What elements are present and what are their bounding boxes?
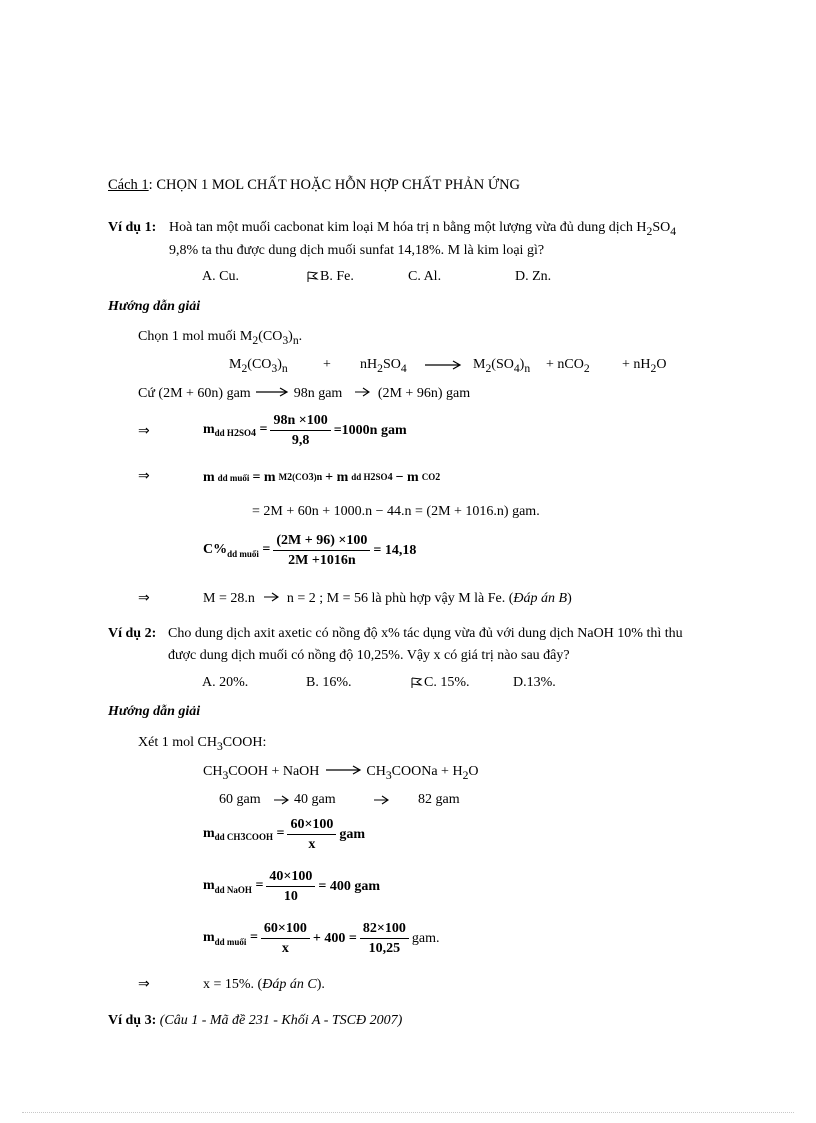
example-2-line2: được dung dịch muối có nồng độ 10,25%. Vậy x có giá trị nào sau đây?	[168, 648, 570, 663]
fraction-den: 10,25	[368, 941, 401, 956]
reaction-1: $M_2(CO_3)_n$	[229, 357, 288, 375]
guide-heading-1: Hướng dẫn giải	[108, 299, 201, 314]
fraction-den: 2M +1016n	[288, 553, 356, 568]
reaction-2: $CH_3COOH$ + NaOH $CH_3COONa + H_2O$	[203, 764, 479, 782]
consider-text: Xét 1 mol CH	[138, 735, 217, 750]
choose-text: Chọn 1 mol muối M	[138, 329, 253, 344]
product-salt: CH	[366, 764, 386, 779]
result-2-text: x = 15%. (	[203, 977, 263, 992]
m-acid-equation	[203, 816, 365, 853]
fraction-den: 9,8	[291, 433, 310, 448]
arrow-icon	[254, 387, 290, 397]
ratio-2: 98n gam	[293, 386, 343, 401]
product-2: + nCO$_2$	[546, 357, 590, 375]
m-acid-unit: gam	[339, 826, 366, 842]
choose-line: Chọn 1 mol muối $M_2(CO_3)_n$.	[138, 329, 303, 347]
option-a[interactable]: A. Cu.	[202, 269, 239, 284]
option-c-2[interactable]	[410, 674, 470, 692]
mass-2: 40 gam	[294, 792, 336, 807]
result-1-text2: n = 2 ; M = 56 là phù hợp vậy M là Fe. (	[286, 591, 514, 606]
close-paren: )	[567, 591, 572, 606]
answer-1: Đáp án B	[513, 591, 568, 606]
m-naoh-result: = 400 gam	[318, 878, 381, 894]
arrow-icon	[353, 387, 371, 397]
fraction-den: x	[281, 941, 289, 956]
m-naoh-equation	[203, 868, 380, 905]
ratio-line	[138, 385, 470, 403]
problem-text: Hoà tan một muối cacbonat kim loại M hóa trị n bằng một lượng vừa đủ dung dịch H	[169, 220, 647, 235]
example-1-label: Ví dụ 1:	[108, 220, 157, 235]
result-1-text: M = 28.n	[203, 591, 255, 606]
mass-3: 82 gam	[418, 792, 460, 807]
arrow-icon	[272, 795, 290, 805]
example-3-source: (Câu 1 - Mã đề 231 - Khối A - TSCĐ 2007)	[159, 1013, 403, 1028]
mdd-muoi-line2: = 2M + 60n + 1000.n − 44.n = (2M + 1016.n) gam.	[252, 504, 540, 519]
option-c-2-label: C. 15%.	[424, 675, 470, 690]
mdd-muoi-equation: m dd muối = m M2(CO3)n + m dd H2SO4 − m CO2	[203, 469, 441, 485]
product-1-text: M	[473, 357, 486, 372]
reaction-arrow	[323, 765, 363, 775]
mdd-equation	[203, 412, 407, 449]
option-b-2[interactable]: B. 16%.	[306, 675, 352, 690]
consider-line: Xét 1 mol $CH_3COOH$:	[138, 735, 267, 753]
m-salt-unit: gam.	[411, 930, 440, 946]
example-2-line1: Cho dung dịch axit axetic có nồng độ x% tác dụng vừa đủ với dung dịch NaOH 10% thì thu	[168, 626, 683, 641]
fraction-num: 82×100	[360, 920, 409, 939]
reactant-2-text: nH	[360, 357, 378, 372]
option-a-2[interactable]: A. 20%.	[202, 675, 249, 690]
fraction-den: x	[308, 837, 316, 852]
m-salt-equation	[203, 920, 439, 957]
arrow-icon	[262, 592, 280, 602]
fraction-num: 98n ×100	[270, 412, 330, 431]
page-footer-divider	[22, 1112, 794, 1113]
example-2-label: Ví dụ 2:	[108, 626, 157, 641]
concentration-fraction	[273, 532, 370, 569]
example-1-line2: 9,8% ta thu được dung dịch muối sunfat 14,18%. M là kim loại gì?	[169, 243, 545, 258]
implies-2: ⇒	[138, 469, 150, 484]
implies-3: ⇒	[138, 591, 150, 606]
mdd-result: =1000n gam	[333, 422, 407, 438]
option-c[interactable]: C. Al.	[408, 269, 442, 284]
m-naoh-fraction	[266, 868, 315, 905]
option-d-2[interactable]: D.13%.	[513, 675, 556, 690]
reactant-2: $nH_2SO_4$	[360, 357, 407, 375]
m-salt-fraction-1	[261, 920, 310, 957]
fraction-num: (2M + 96) ×100	[273, 532, 370, 551]
product-1: $M_2(SO_4)_n$	[473, 357, 531, 375]
product-3-text: + nH	[622, 357, 651, 372]
plus-sign: +	[323, 357, 331, 372]
implies-1: ⇒	[138, 424, 150, 439]
formula-part: SO	[652, 220, 671, 235]
m-naoh-symbol: $m_{dd NaOH}$ =	[203, 878, 264, 895]
concentration-result: = 14,18	[373, 542, 417, 558]
reaction-arrow	[425, 360, 463, 370]
fraction-num: 40×100	[266, 868, 315, 887]
arrow-icon	[372, 795, 390, 805]
m-acid-fraction	[287, 816, 336, 853]
example-1-line1: Hoà tan một muối cacbonat kim loại M hóa trị n bằng một lượng vừa đủ dung dịch $H_2SO_4$	[169, 220, 677, 238]
fraction-num: 60×100	[261, 920, 310, 939]
example-3-label: Ví dụ 3:	[108, 1013, 157, 1028]
m-salt-symbol: $m_{dd muối}$ =	[203, 930, 258, 947]
answer-2: Đáp án C	[262, 977, 317, 992]
close-paren: ).	[316, 977, 325, 992]
ratio-3: (2M + 96n) gam	[377, 386, 471, 401]
method-label: Cách 1	[108, 177, 149, 193]
option-b-label: B. Fe.	[320, 269, 354, 284]
reactant-acid: CH	[203, 764, 223, 779]
product-2-text: + nCO	[546, 357, 584, 372]
concentration-equation	[203, 532, 416, 569]
mdd-fraction	[270, 412, 330, 449]
reactant-1: M	[229, 357, 242, 372]
guide-heading-2: Hướng dẫn giải	[108, 704, 201, 719]
m-salt-fraction-2	[360, 920, 409, 957]
result-1	[203, 590, 572, 608]
example-3	[108, 1012, 402, 1030]
result-2	[203, 976, 325, 994]
option-d[interactable]: D. Zn.	[515, 269, 552, 284]
section-heading	[108, 176, 520, 194]
concentration-symbol: $C\%_{dd muối}$ =	[203, 542, 271, 559]
fraction-num: 60×100	[287, 816, 336, 835]
colon: :	[148, 177, 153, 193]
ratio-1: Cứ (2M + 60n) gam	[138, 386, 251, 401]
fraction-den: 10	[283, 889, 298, 904]
flag-icon	[306, 271, 320, 283]
option-b[interactable]	[306, 268, 354, 286]
mass-1: 60 gam	[219, 792, 261, 807]
flag-icon	[410, 677, 424, 689]
mdd-symbol: $m_{dd H2SO4}$ =	[203, 421, 268, 440]
product-3: + $nH_2O$	[622, 357, 667, 375]
implies-4: ⇒	[138, 977, 150, 992]
section-title: CHỌN 1 MOL CHẤT HOẶC HỖN HỢP CHẤT PHẢN ỨNG	[156, 177, 521, 193]
m-acid-symbol: $m_{dd CH3COOH}$ =	[203, 825, 285, 844]
m-salt-plus: + 400 =	[312, 930, 357, 946]
